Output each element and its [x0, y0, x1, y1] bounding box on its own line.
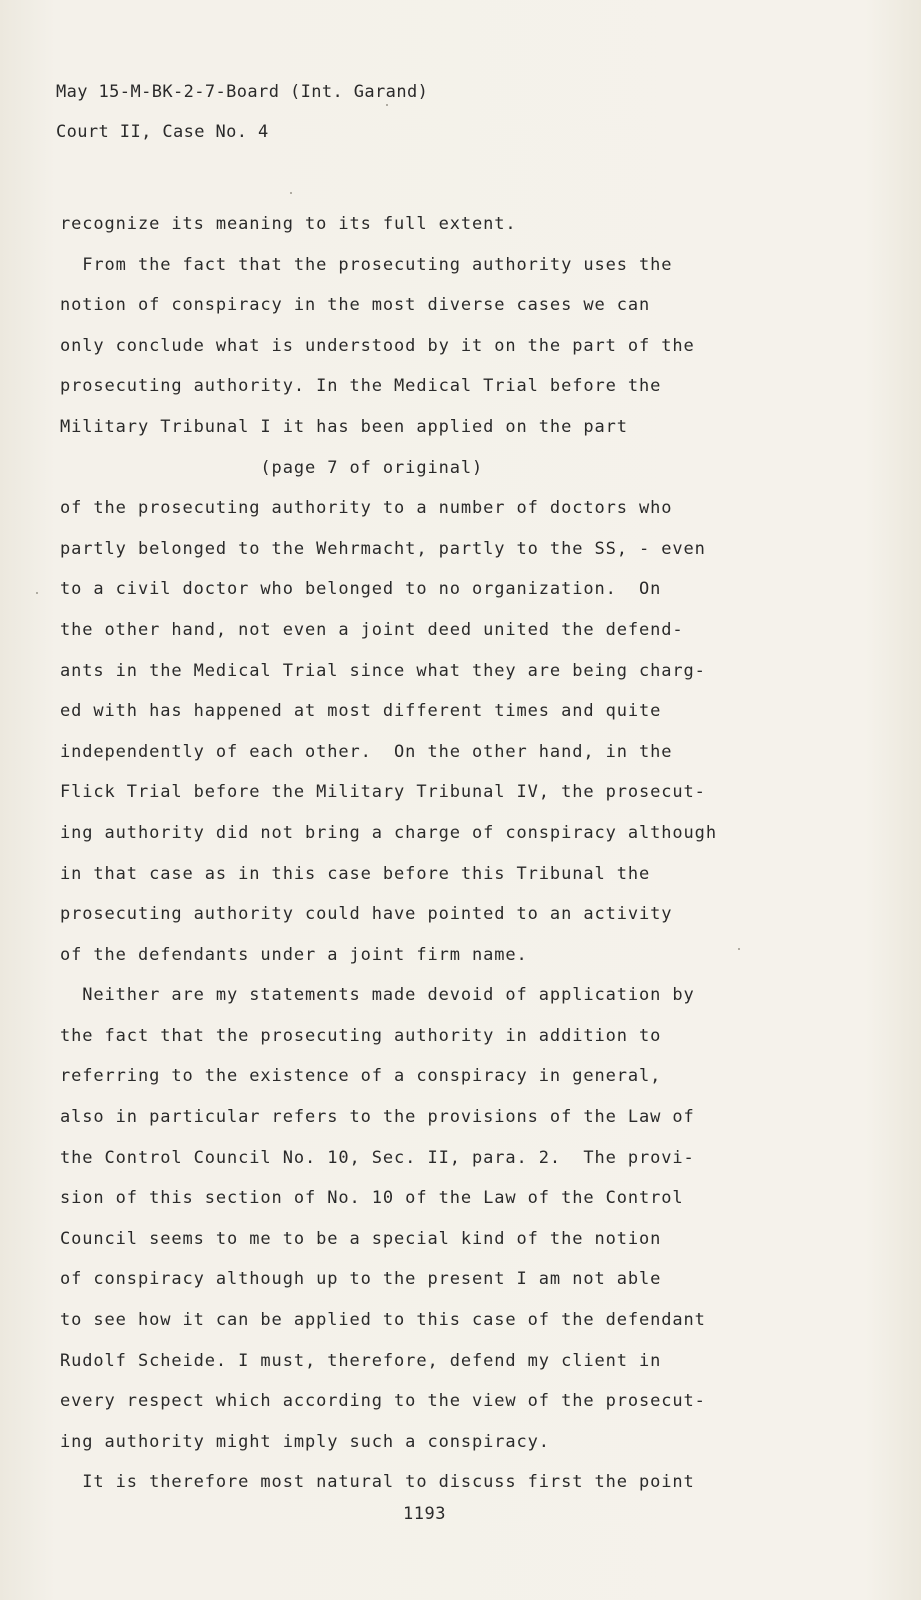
- text-line: independently of each other. On the other hand, in the: [60, 741, 673, 762]
- text-line: the other hand, not even a joint deed united the defend-: [60, 619, 684, 640]
- text-line: every respect which according to the view of the prosecut-: [60, 1391, 706, 1412]
- paper-speck: [290, 192, 292, 194]
- text-line: Rudolf Scheide. I must, therefore, defend my client in: [60, 1350, 662, 1371]
- paper-speck: [386, 104, 388, 106]
- case-line: Court II, Case No. 4: [56, 122, 269, 142]
- text-line: to see how it can be applied to this case of the defendant: [60, 1310, 706, 1331]
- text-line: Flick Trial before the Military Tribunal IV, the prosecut-: [60, 782, 706, 803]
- text-line: It is therefore most natural to discuss first the point: [60, 1472, 695, 1493]
- reference-line: May 15-M-BK-2-7-Board (Int. Garand): [56, 82, 429, 102]
- text-line: also in particular refers to the provisions of the Law of: [60, 1107, 695, 1128]
- text-line: From the fact that the prosecuting authority uses the: [60, 254, 673, 275]
- text-line: sion of this section of No. 10 of the Law of the Control: [60, 1188, 684, 1209]
- text-line: ants in the Medical Trial since what they are being charg-: [60, 660, 706, 681]
- text-line: partly belonged to the Wehrmacht, partly to the SS, - even: [60, 538, 706, 559]
- paper-speck: [36, 592, 38, 594]
- text-line: ed with has happened at most different times and quite: [60, 701, 662, 722]
- text-line: the Control Council No. 10, Sec. II, para. 2. The provi-: [60, 1147, 695, 1168]
- text-line: of conspiracy although up to the present I am not able: [60, 1269, 662, 1290]
- text-line: Neither are my statements made devoid of application by: [60, 985, 695, 1006]
- page-number: 1193: [403, 1504, 446, 1524]
- text-line: ing authority might imply such a conspiracy.: [60, 1431, 550, 1452]
- text-line: the fact that the prosecuting authority in addition to: [60, 1025, 662, 1046]
- text-line: ing authority did not bring a charge of conspiracy although: [60, 822, 717, 843]
- text-line: of the defendants under a joint firm name.: [60, 944, 528, 965]
- body-text: [60, 204, 880, 1503]
- text-line: recognize its meaning to its full extent.: [60, 214, 517, 234]
- text-line: Council seems to me to be a special kind of the notion: [60, 1228, 662, 1249]
- page-reference-line: (page 7 of original): [60, 457, 484, 478]
- text-line: prosecuting authority could have pointed to an activity: [60, 904, 673, 925]
- text-line: prosecuting authority. In the Medical Trial before the: [60, 376, 662, 397]
- paper-speck: [738, 948, 740, 950]
- text-line: to a civil doctor who belonged to no organization. On: [60, 579, 662, 600]
- text-line: notion of conspiracy in the most diverse cases we can: [60, 295, 651, 316]
- text-line: referring to the existence of a conspiracy in general,: [60, 1066, 662, 1087]
- text-line: of the prosecuting authority to a number of doctors who: [60, 498, 673, 519]
- text-line: only conclude what is understood by it on the part of the: [60, 335, 695, 356]
- document-header: [56, 72, 428, 152]
- text-line: Military Tribunal I it has been applied on the part: [60, 416, 628, 437]
- text-line: in that case as in this case before this Tribunal the: [60, 863, 651, 884]
